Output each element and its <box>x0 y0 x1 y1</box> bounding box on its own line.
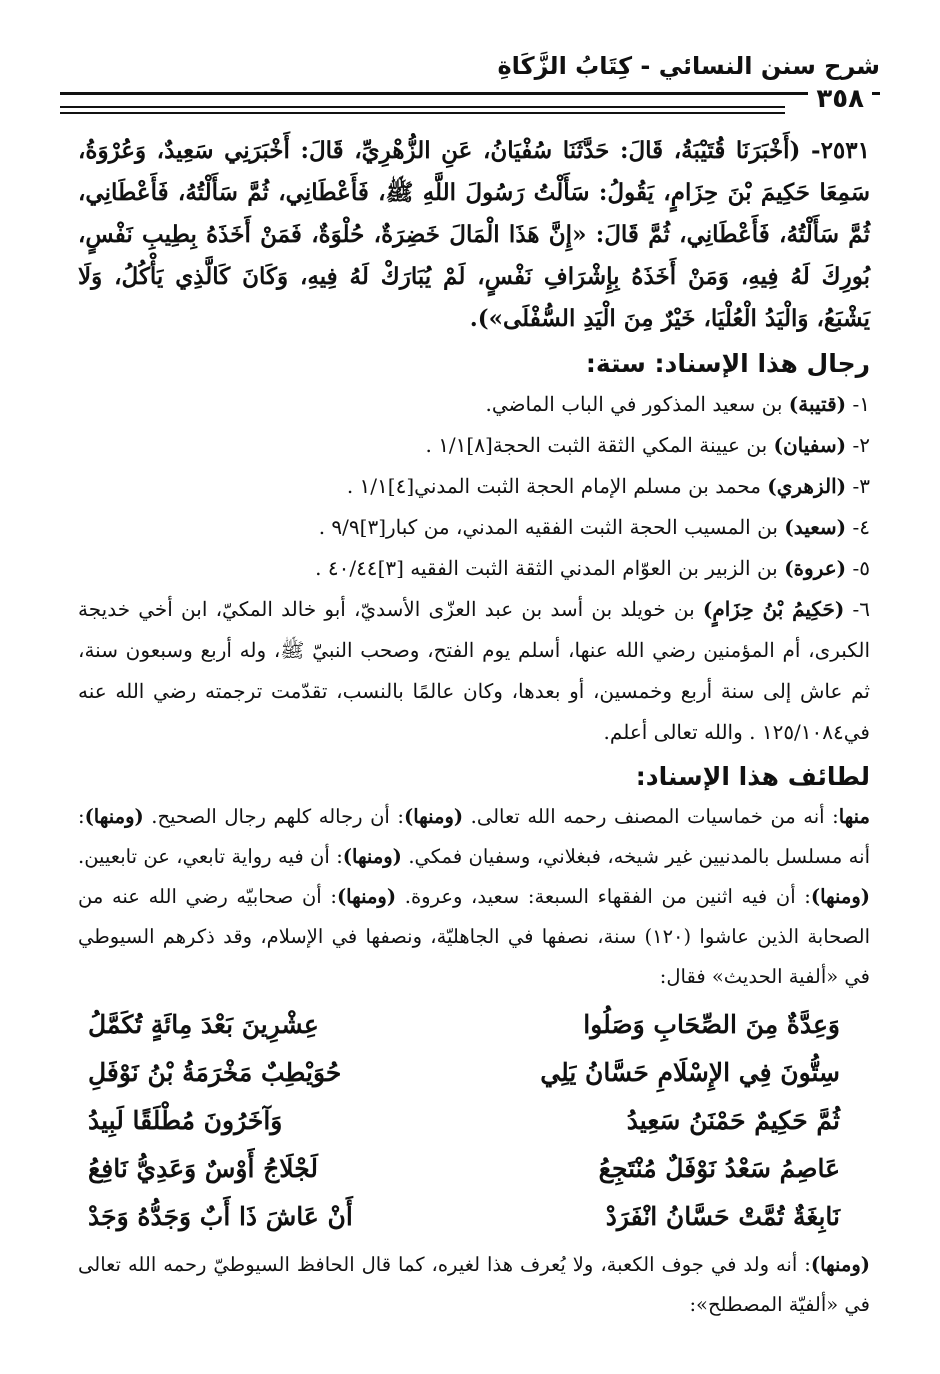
point-text: : أن فيه اثنين من الفقهاء السبعة: سعيد، وعروة. <box>396 885 811 908</box>
narrator-name: (سعيد) <box>784 515 847 539</box>
poem-verse <box>78 1001 870 1049</box>
narrator-number: ١- <box>852 392 870 416</box>
point-label: (ومنها) <box>403 805 464 828</box>
verse-second-hemistich: أَنْ عَاشَ ذَا أَبٌ وَجَدُّهُ وَجَدْ <box>88 1202 353 1231</box>
verse-second-hemistich: حُوَيْطِبٌ مَخْرَمَةُ بْنُ نَوْفَلِ <box>88 1058 342 1087</box>
narrator-number: ٣- <box>852 474 870 498</box>
point-text: : أنه من خماسيات المصنف رحمه الله تعالى. <box>463 805 839 828</box>
narrator-name: (عروة) <box>784 556 847 580</box>
narrator-item <box>78 548 870 589</box>
subtleties-heading: لطائف هذا الإسناد: <box>635 762 870 791</box>
subtleties-paragraph <box>78 797 870 997</box>
point-text: : أنه ولد في جوف الكعبة، ولا يُعرف هذا لغيره، كما قال الحافظ السيوطيّ رحمه الله تعالى في «ألفيّة المصطلح»: <box>78 1253 870 1316</box>
point-label: (ومنها) <box>84 805 144 828</box>
narrator-details: محمد بن مسلم الإمام الحجة الثبت المدني[٤]١/١ . <box>346 474 768 498</box>
narrator-details: بن الزبير بن العوّام المدني الثقة الثبت الفقيه [٣]٤٠/٤٤ . <box>315 556 785 580</box>
page-number: ٣٥٨ <box>808 84 872 114</box>
narrator-number: ٤- <box>852 515 870 539</box>
narrator-item <box>78 466 870 507</box>
narrator-name: (حَكِيمُ بْنُ حِزَامٍ) <box>702 597 845 621</box>
point-label: (ومنها) <box>336 885 397 908</box>
header-rule-bottom <box>60 112 785 114</box>
narrator-item <box>78 507 870 548</box>
poem-verse <box>78 1193 870 1241</box>
narrator-details: بن المسيب الحجة الثبت الفقيه المدني، من كبار[٣]٩/٩ . <box>318 515 785 539</box>
verse-first-hemistich: نَابِغَةٌ تُمَّتْ حَسَّانُ انْفَرَدْ <box>605 1202 840 1231</box>
point-label: (ومنها) <box>810 1253 870 1276</box>
narrators-heading: رجال هذا الإسناد: ستة: <box>585 349 870 378</box>
verse-second-hemistich: لَجْلَاجُ أَوْسٌ وَعَدِيُّ نَافِعُ <box>88 1154 318 1183</box>
point-text: : أن رجاله كلهم رجال الصحيح. <box>143 805 404 828</box>
narrator-number: ٢- <box>852 433 870 457</box>
point-label: (ومنها) <box>342 845 402 868</box>
narrator-name: (قتيبة) <box>788 392 847 416</box>
header-rule-mid <box>60 106 785 108</box>
narrator-item <box>78 589 870 753</box>
running-title: شرح سنن النسائي - كِتَابُ الزَّكَاةِ <box>497 52 880 80</box>
narrator-list <box>78 384 870 753</box>
narrator-name: (سفيان) <box>773 433 847 457</box>
point-label: منها <box>838 805 870 828</box>
point-text: : أن صحابيّه رضي الله عنه من الصحابة الذين عاشوا (١٢٠) سنة، نصفها في الجاهليّة، ونصفها في الإسلام، وقد ذكرهم السيوطي في «ألفية الحديث» فقال: <box>78 885 871 988</box>
narrator-item <box>78 384 870 425</box>
narrator-item <box>78 425 870 466</box>
poem-verse <box>78 1049 870 1097</box>
poem <box>78 1001 870 1241</box>
narrator-name: (الزهري) <box>767 474 847 498</box>
narrator-details: بن عيينة المكي الثقة الثبت الحجة[٨]١/١ . <box>425 433 774 457</box>
verse-second-hemistich: عِشْرِينَ بَعْدَ مِائَةٍ تُكَمَّلُ <box>88 1010 319 1039</box>
page-body <box>78 130 870 1325</box>
verse-first-hemistich: سِتُّونَ فِي الإِسْلَامِ حَسَّانُ يَلِي <box>540 1058 840 1087</box>
closing-paragraph <box>78 1245 870 1325</box>
hadith-text: ٢٥٣١- (أَخْبَرَنَا قُتَيْبَةُ، قَالَ: حَدَّثَنَا سُفْيَانُ، عَنِ الزُّهْرِيِّ، قَالَ: أَخْبَرَنِي سَعِيدٌ، وَعُرْوَةُ، سَمِعَا حَكِيمَ بْنَ حِزَامٍ، يَقُولُ: سَأَلْتُ رَسُولَ اللَّهِ ﷺ، فَأَعْطَانِي، ثُمَّ سَأَلْتُهُ، فَأَعْطَانِي، ثُمَّ سَأَلْتُهُ، فَأَعْطَانِي، ثُمَّ قَالَ: «إِنَّ هَذَا الْمَالَ خَضِرَةٌ، حُلْوَةٌ، فَمَنْ أَخَذَهُ بِطِيبِ نَفْسٍ، بُورِكَ لَهُ فِيهِ، وَمَنْ أَخَذَهُ بِإِشْرَافِ نَفْسٍ، لَمْ يُبَارَكْ لَهُ فِيهِ، وَكَانَ كَالَّذِي يَأْكُلُ، وَلَا يَشْبَعُ، وَالْيَدُ الْعُلْيَا، خَيْرٌ مِنَ الْيَدِ السُّفْلَى»). <box>78 137 870 332</box>
verse-first-hemistich: ثُمَّ حَكِيمٌ حَمْنَنُ سَعِيدُ <box>626 1106 840 1135</box>
narrator-details: بن سعيد المذكور في الباب الماضي. <box>485 392 789 416</box>
header-rule-top <box>60 92 880 95</box>
point-text: : أن فيه رواية تابعي، عن تابعيين. <box>78 845 343 868</box>
point-label: (ومنها) <box>810 885 870 908</box>
poem-verse <box>78 1145 870 1193</box>
verse-first-hemistich: وَعِدَّةٌ مِنَ الصِّحَابِ وَصَلُوا <box>583 1010 840 1039</box>
narrator-number: ٦- <box>852 597 871 621</box>
narrator-details: بن خويلد بن أسد بن عبد العزّى الأسديّ، أبو خالد المكيّ، ابن أخي خديجة الكبرى، أم المؤمنين رضي الله عنها، أسلم يوم الفتح، وصحب النبيّ ﷺ، وله أربع وسبعون سنة، ثم عاش إلى سنة أربع وخمسين، أو بعدها، وكان عالمًا بالنسب، تقدّمت ترجمته رضي الله عنه في١٢٥/١٠٨٤ . والله تعالى أعلم. <box>78 597 870 744</box>
verse-first-hemistich: عَاصِمُ سَعْدُ نَوْفَلٌ مُنْتَجِعُ <box>598 1154 840 1183</box>
verse-second-hemistich: وَآخَرُونَ مُطْلَقًا لَبِيدُ <box>88 1106 283 1135</box>
narrator-number: ٥- <box>852 556 870 580</box>
poem-verse <box>78 1097 870 1145</box>
point-text: : أنه مسلسل بالمدنيين غير شيخه، فبغلاني، وسفيان فمكي. <box>78 805 870 868</box>
